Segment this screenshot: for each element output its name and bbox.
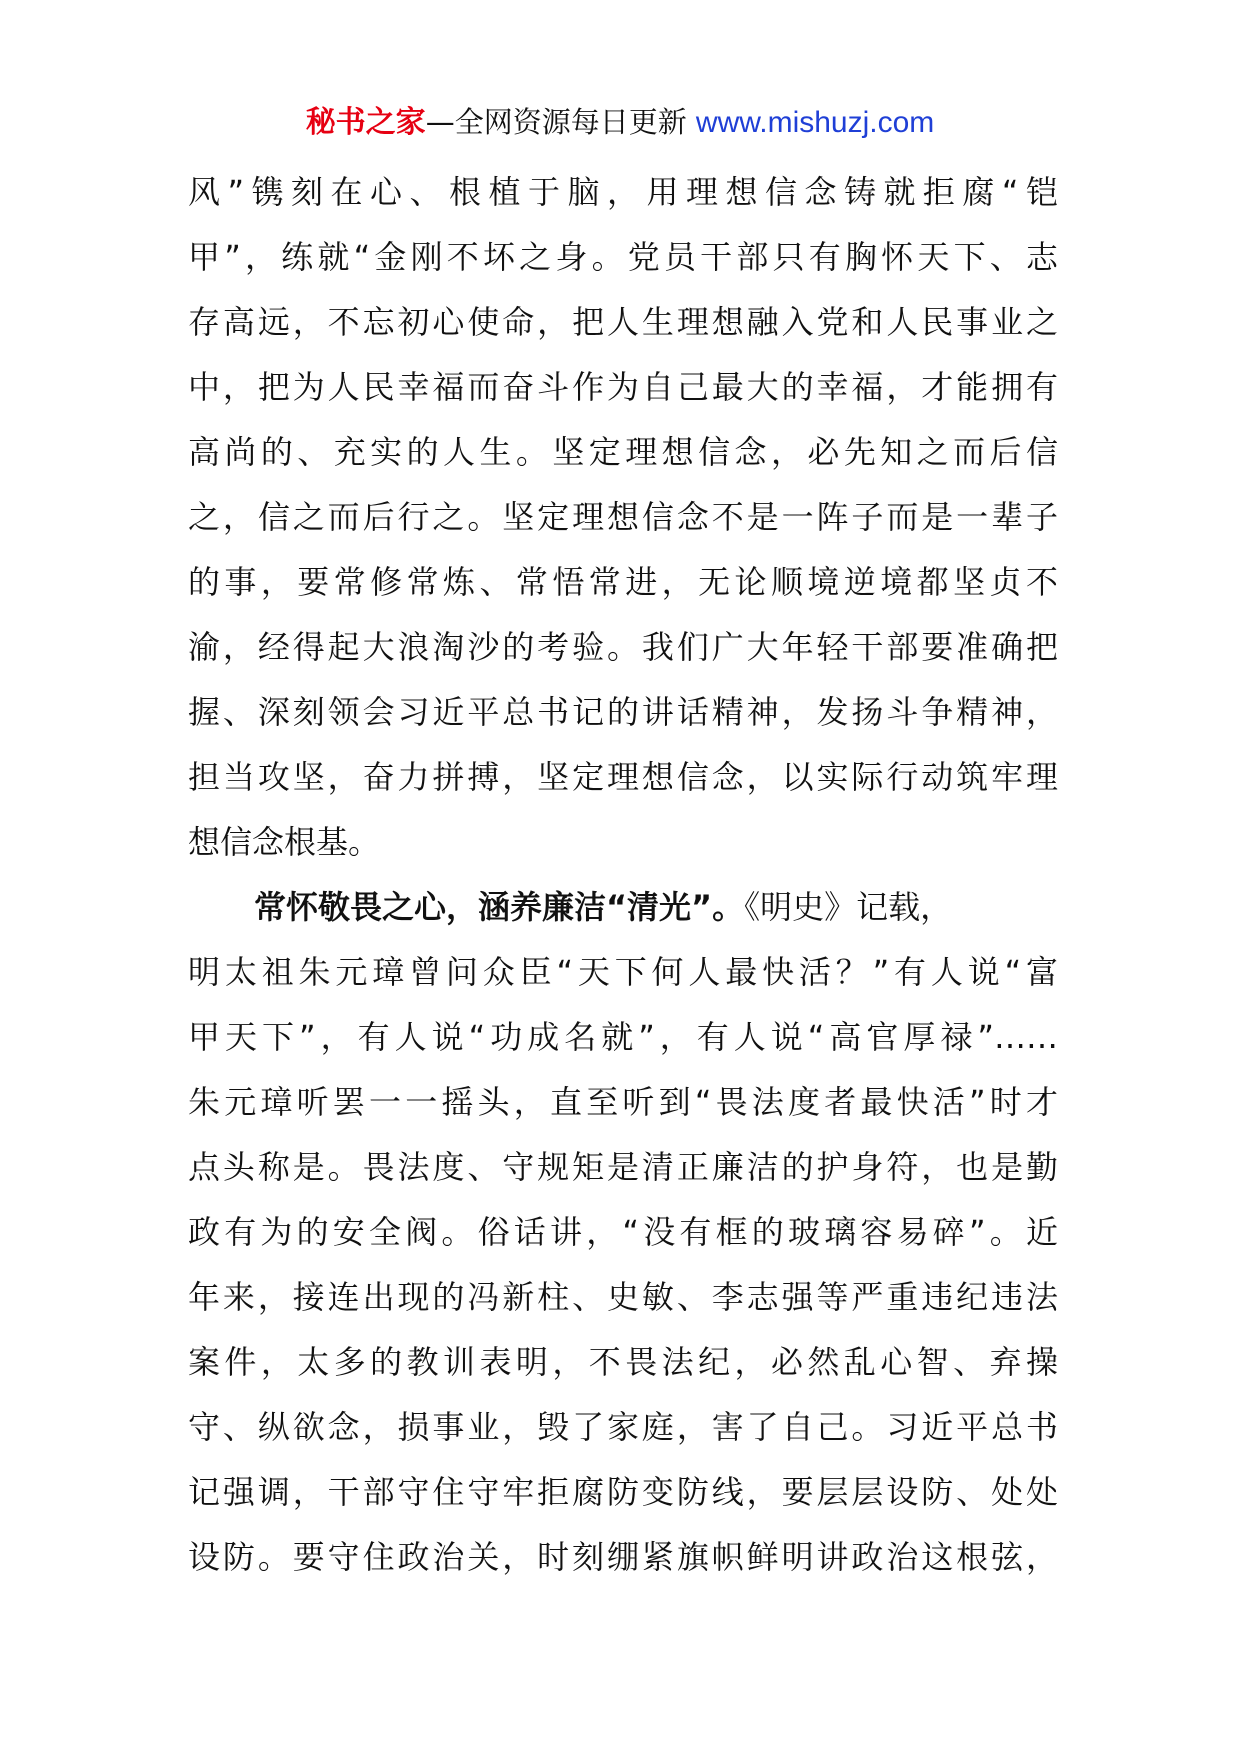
text-line: 渝，经得起大浪淘沙的考验。我们广大年轻干部要准确把 — [188, 628, 1058, 666]
text-line: 高尚的、充实的人生。坚定理想信念，必先知之而后信 — [188, 433, 1058, 471]
document-body — [188, 160, 1058, 1590]
text-line: 案件，太多的教训表明，不畏法纪，必然乱心智、弃操 — [188, 1343, 1058, 1381]
text-line: 朱元璋听罢一一摇头，直至听到“畏法度者最快活”时才 — [188, 1083, 1058, 1121]
paragraph-heading: 常怀敬畏之心，涵养廉洁“清光”。 — [254, 888, 745, 926]
brand-name: 秘书之家 — [305, 105, 426, 140]
text-line: 握、深刻领会习近平总书记的讲话精神，发扬斗争精神， — [188, 693, 1058, 731]
text-line: 存高远，不忘初心使命，把人生理想融入党和人民事业之 — [188, 303, 1058, 341]
text-line: 年来，接连出现的冯新柱、史敏、李志强等严重违纪违法 — [188, 1278, 1058, 1316]
text-line: 设防。要守住政治关，时刻绷紧旗帜鲜明讲政治这根弦， — [188, 1538, 1058, 1576]
text-line: 想信念根基。 — [188, 823, 381, 861]
site-header — [0, 100, 1240, 145]
text-line: 守、纵欲念，损事业，毁了家庭，害了自己。习近平总书 — [188, 1408, 1058, 1446]
paragraph-first-line — [188, 875, 1058, 940]
text-line: 中，把为人民幸福而奋斗作为自己最大的幸福，才能拥有 — [188, 368, 1058, 406]
text-line: 风”镌刻在心、根植于脑，用理想信念铸就拒腐“铠 — [188, 173, 1058, 211]
header-tagline: —全网资源每日更新 — [425, 105, 687, 139]
text-line: 明太祖朱元璋曾问众臣“天下何人最快活？”有人说“富 — [188, 953, 1058, 991]
text-line: 甲”，练就“金刚不坏之身。党员干部只有胸怀天下、志 — [188, 238, 1058, 276]
text-line: 点头称是。畏法度、守规矩是清正廉洁的护身符，也是勤 — [188, 1148, 1058, 1186]
text-line: 甲天下”，有人说“功成名就”，有人说“高官厚禄”…… — [188, 1018, 1058, 1056]
text-line: 政有为的安全阀。俗话讲，“没有框的玻璃容易碎”。近 — [188, 1213, 1058, 1251]
text-line: 之，信之而后行之。坚定理想信念不是一阵子而是一辈子 — [188, 498, 1058, 536]
text-line: 记强调，干部守住守牢拒腐防变防线，要层层设防、处处 — [188, 1473, 1058, 1511]
text-line: 的事，要常修常炼、常悟常进，无论顺境逆境都坚贞不 — [188, 563, 1058, 601]
text-line: 担当攻坚，奋力拼搏，坚定理想信念，以实际行动筑牢理 — [188, 758, 1058, 796]
site-url-link[interactable]: www.mishuzj.com — [695, 106, 935, 139]
paragraph-first-line-rest: 《明史》记载， — [744, 888, 953, 926]
